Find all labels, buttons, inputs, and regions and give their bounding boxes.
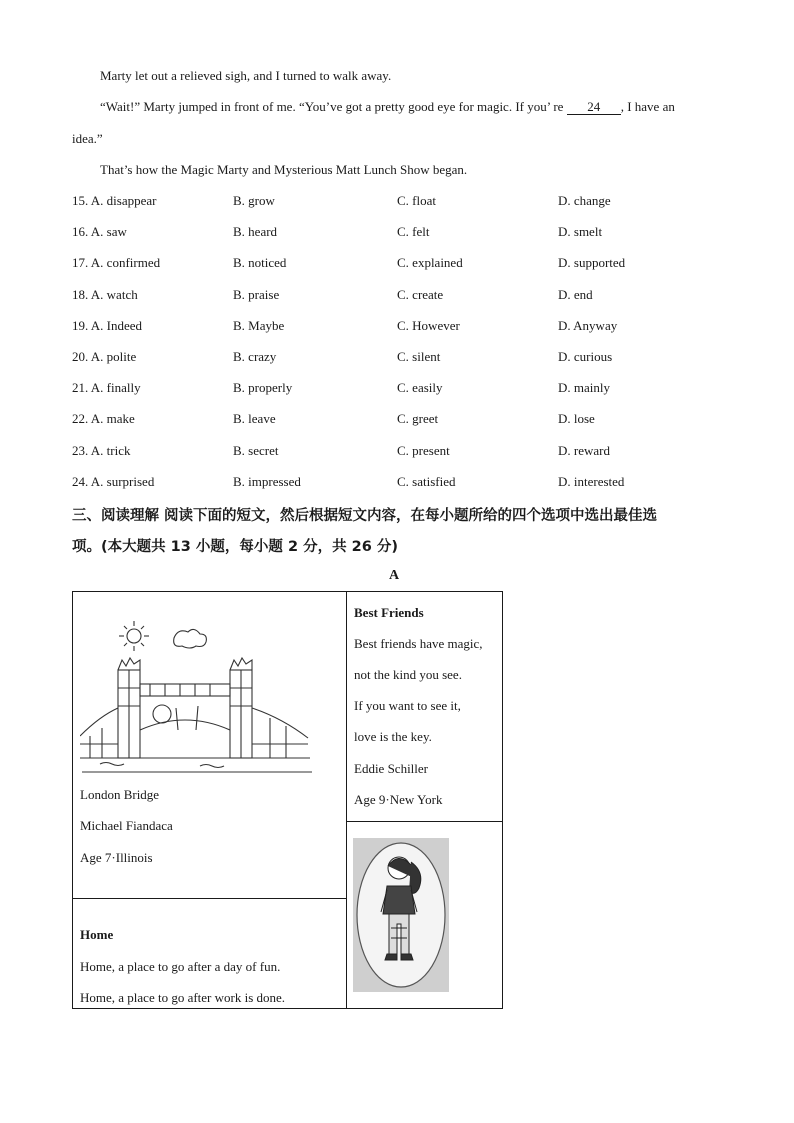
london-bridge-drawing — [80, 618, 314, 776]
poem-line: Home, a place to go after work is done. — [80, 990, 286, 1005]
question-18-option-a: 18. A. watch — [72, 287, 138, 302]
poem-line: Best friends have magic, — [354, 636, 483, 651]
question-17-option-c: C. explained — [397, 255, 463, 270]
question-20-option-b: B. crazy — [233, 349, 277, 364]
story-line-1: Marty let out a relieved sigh, and I turned to walk away. — [100, 68, 392, 83]
question-24-option-c: C. satisfied — [397, 474, 456, 489]
section-heading-line-2: 项。(本大题共 13 小题，每小题 2 分，共 26 分) — [72, 539, 398, 555]
question-23-option-c: C. present — [397, 443, 450, 458]
question-20-option-d: D. curious — [558, 349, 613, 364]
question-21-option-b: B. properly — [233, 380, 293, 395]
bridge-age: Age 7·Illinois — [80, 850, 153, 865]
question-17-option-d: D. supported — [558, 255, 626, 270]
poem-age: Age 9·New York — [354, 792, 443, 807]
story-line-2-continued: idea.” — [72, 131, 103, 146]
question-15-option-c: C. float — [397, 193, 436, 208]
poem-home-title: Home — [80, 927, 114, 942]
poem-author: Eddie Schiller — [354, 761, 429, 776]
question-15-option-a: 15. A. disappear — [72, 193, 157, 208]
question-19-option-b: B. Maybe — [233, 318, 285, 333]
question-15-option-d: D. change — [558, 193, 611, 208]
question-15-option-b: B. grow — [233, 193, 275, 208]
question-17-option-a: 17. A. confirmed — [72, 255, 161, 270]
poem-line: love is the key. — [354, 729, 432, 744]
question-19-option-a: 19. A. Indeed — [72, 318, 143, 333]
question-18-option-d: D. end — [558, 287, 593, 302]
question-21-option-a: 21. A. finally — [72, 380, 141, 395]
question-17-option-b: B. noticed — [233, 255, 287, 270]
question-19-option-c: C. However — [397, 318, 460, 333]
question-23-option-a: 23. A. trick — [72, 443, 131, 458]
question-20-option-c: C. silent — [397, 349, 441, 364]
poem-line: Home, a place to go after a day of fun. — [80, 959, 281, 974]
question-22-option-c: C. greet — [397, 411, 439, 426]
story-line-2 — [100, 99, 675, 115]
story-line-2-text: “Wait!” Marty jumped in front of me. “You’ve got a pretty good eye for magic. If you’ re — [100, 99, 567, 114]
bridge-author: Michael Fiandaca — [80, 818, 173, 833]
story-line-2-tail: , I have an — [620, 99, 675, 114]
poem-line: not the kind you see. — [354, 667, 462, 682]
question-21-option-d: D. mainly — [558, 380, 610, 395]
question-24-option-a: 24. A. surprised — [72, 474, 155, 489]
question-22-option-a: 22. A. make — [72, 411, 135, 426]
question-22-option-b: B. leave — [233, 411, 276, 426]
question-16-option-c: C. felt — [397, 224, 430, 239]
story-line-3: That’s how the Magic Marty and Mysterious Matt Lunch Show began. — [100, 162, 468, 177]
girl-drawing — [353, 838, 449, 992]
question-18-option-b: B. praise — [233, 287, 280, 302]
passage-label: A — [389, 568, 400, 583]
poem-line: If you want to see it, — [354, 698, 461, 713]
question-19-option-d: D. Anyway — [558, 318, 618, 333]
question-16-option-d: D. smelt — [558, 224, 603, 239]
question-18-option-c: C. create — [397, 287, 444, 302]
section-heading-line-1: 三、阅读理解 阅读下面的短文，然后根据短文内容，在每小题所给的四个选项中选出最佳选 — [72, 508, 658, 524]
question-20-option-a: 20. A. polite — [72, 349, 137, 364]
poem-best-friends-title: Best Friends — [354, 605, 424, 620]
question-24-option-b: B. impressed — [233, 474, 301, 489]
question-21-option-c: C. easily — [397, 380, 443, 395]
question-22-option-d: D. lose — [558, 411, 595, 426]
answer-blank-24: 24 — [567, 100, 621, 115]
question-23-option-b: B. secret — [233, 443, 279, 458]
bridge-title: London Bridge — [80, 787, 160, 802]
question-24-option-d: D. interested — [558, 474, 625, 489]
question-16-option-a: 16. A. saw — [72, 224, 127, 239]
question-23-option-d: D. reward — [558, 443, 610, 458]
question-16-option-b: B. heard — [233, 224, 278, 239]
